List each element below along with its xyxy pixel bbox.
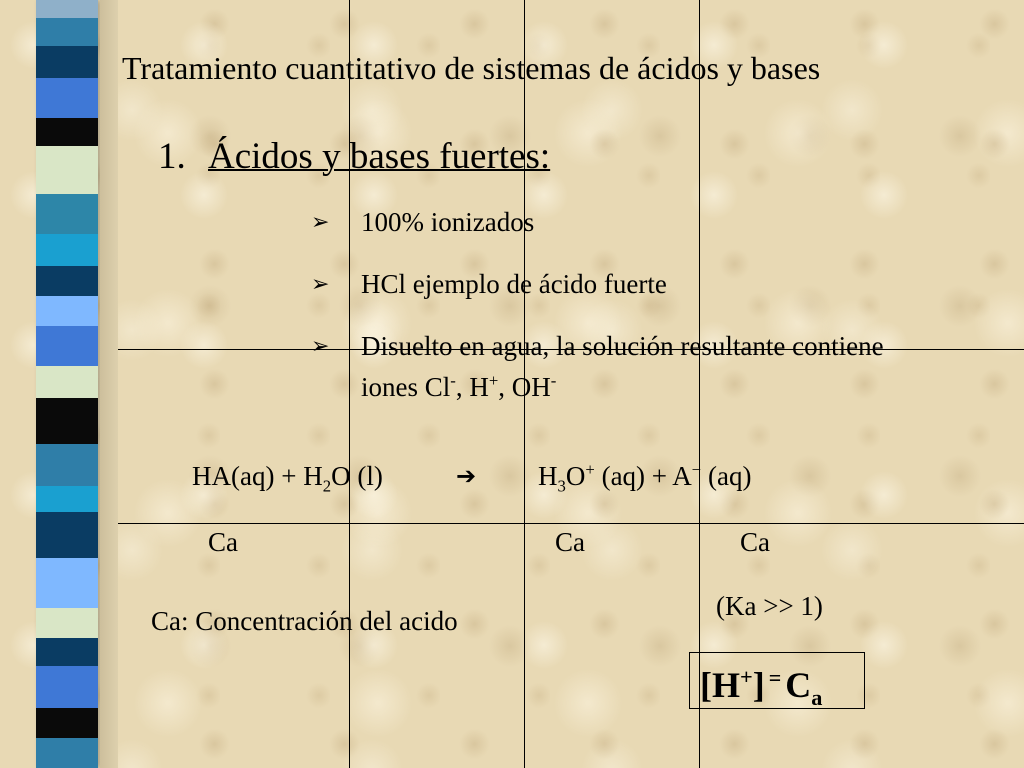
bullet-3-continuation [361, 371, 557, 402]
concentration-definition: Ca: Concentración del acido [151, 606, 458, 636]
ions-text-cl: iones Cl [361, 372, 451, 402]
stripe-15 [36, 486, 98, 512]
slide-left-edge [100, 0, 118, 768]
stripe-9 [36, 266, 98, 296]
stripe-16 [36, 512, 98, 558]
bullet-arrow-icon: ➢ [311, 271, 330, 296]
equation-text: H [538, 461, 558, 491]
result-formula [700, 664, 823, 711]
bullet-arrow-icon: ➢ [311, 209, 330, 234]
ka-note: (Ka >> 1) [716, 591, 823, 621]
equation-superscript: + [585, 460, 595, 479]
result-superscript: + [740, 664, 753, 689]
bullet-1-text: 100% ionizados [361, 207, 535, 237]
section-number: 1. [158, 136, 186, 177]
stripe-18 [36, 608, 98, 638]
stripe-5 [36, 118, 98, 146]
equation-subscript: 2 [322, 476, 332, 496]
stripe-22 [36, 738, 98, 768]
bullet-arrow-icon: ➢ [311, 333, 330, 358]
stripe-2 [36, 18, 98, 46]
grid-line-horizontal-2 [118, 523, 1024, 524]
stripe-19 [36, 638, 98, 666]
result-equals: = [768, 665, 782, 690]
ions-text-h: , H [455, 372, 489, 402]
stripe-17 [36, 558, 98, 608]
reaction-arrow-icon: ➔ [456, 462, 477, 490]
equation-text: HA(aq) + H [192, 461, 323, 491]
equation-text: (aq) [701, 461, 752, 491]
stripe-8 [36, 234, 98, 266]
result-bracket-open: [H [700, 665, 740, 705]
concentration-label-3: Ca [740, 527, 770, 557]
stripe-4 [36, 78, 98, 118]
result-subscript: a [811, 685, 823, 711]
equation-text: (aq) + A [594, 461, 692, 491]
stripe-6 [36, 146, 98, 194]
ions-superscript: + [488, 371, 499, 390]
equation-left [192, 461, 383, 496]
decorative-stripe-bar [36, 0, 98, 768]
stripe-14 [36, 444, 98, 486]
section-heading [158, 138, 550, 175]
result-bracket-close: ] [752, 665, 765, 705]
stripe-20 [36, 666, 98, 708]
equation-subscript: 3 [557, 476, 566, 496]
section-heading-text: Ácidos y bases fuertes: [208, 136, 551, 177]
ions-superscript: - [450, 371, 456, 390]
stripe-3 [36, 46, 98, 78]
concentration-label-2: Ca [555, 527, 585, 557]
concentration-label-1: Ca [208, 527, 238, 557]
stripe-21 [36, 708, 98, 738]
slide-title: Tratamiento cuantitativo de sistemas de ácidos y bases [122, 50, 821, 86]
equation-text: O (l) [331, 461, 383, 491]
bullet-3-text: Disuelto en agua, la solución resultante contiene [361, 331, 884, 361]
bullet-2 [311, 271, 667, 298]
ions-superscript: - [550, 371, 557, 390]
ions-text-oh: , OH [498, 372, 551, 402]
stripe-12 [36, 366, 98, 398]
equation-text: O [565, 461, 586, 491]
stripe-11 [36, 326, 98, 366]
result-c: C [785, 665, 812, 705]
equation-superscript: − [691, 460, 702, 479]
bullet-3 [311, 333, 884, 360]
stripe-13 [36, 398, 98, 444]
stripe-10 [36, 296, 98, 326]
stripe-7 [36, 194, 98, 234]
bullet-2-text: HCl ejemplo de ácido fuerte [361, 269, 667, 299]
equation-right [538, 460, 752, 496]
stripe-1 [36, 0, 98, 18]
bullet-1 [311, 209, 534, 236]
grid-line-vertical-1 [349, 0, 350, 768]
